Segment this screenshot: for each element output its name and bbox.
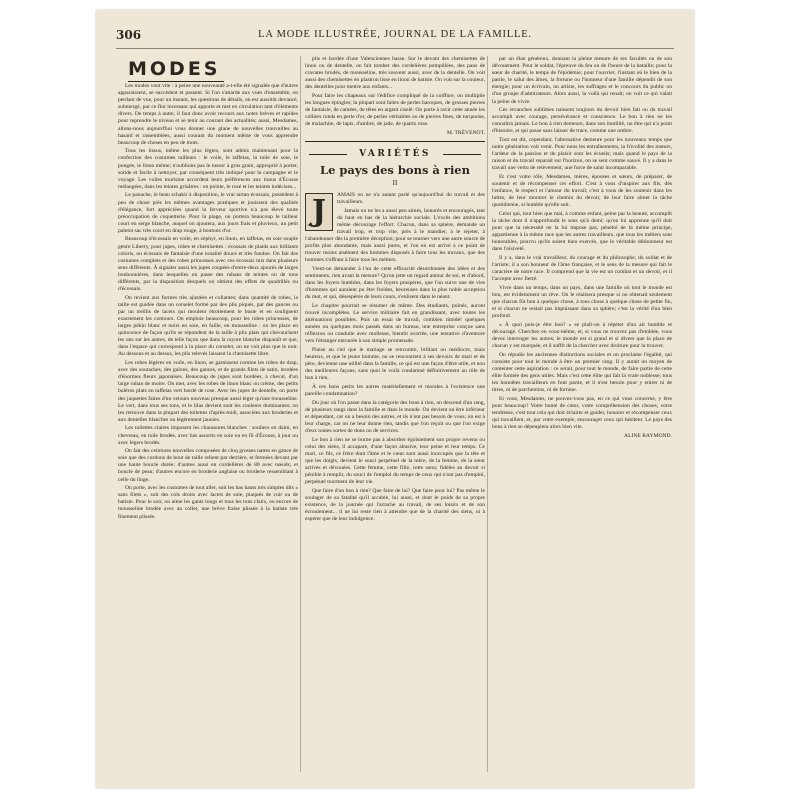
dropcap-illustration <box>305 193 333 231</box>
modes-paragraph: Les robes légères en voile, en linon, se garnissent comme les robes de drap, avec des soutaches, des galons, des gances, et de grands filets de satin, brodées d'énormes fleurs japonaises. Beaucoup de jupes sont bordées, à cheval, d'un large ruban de moire. On met, avec les robes de linon blanc ou crème, des petits boléros plats en taffetas vert bordé de rose. Avec les jupes de dentelle, on porte des jaquettes faites d'un velours nouveau presque aussi léger qu'une mousseline. Le vert, dans tous ses tons, et le lilas devient sont les couleurs dominantes; on les retrouve dans la plupart des toilettes d'après-midi, associées aux broderies et aux dentelles blanches ou légèrement jaunies. <box>118 360 298 423</box>
modes-paragraph: On porte, avec les costumes de tout aller, soit les bas hauts très simples dits « sans filets », soit des cols droits avec lacets de soie, plaqués de cuir ou de batiste. Pour le soir, on aime les gants longs et tous les tons clairs, ou encore de mousseline brodée avec au collet, une brève fraise plissée à la batiste très finement plissée. <box>118 485 298 520</box>
dropcap-letter: J <box>311 194 327 230</box>
story-paragraph: Et vous, Mesdames, ne pouvez-vous pas, en ce qui vous concerne, y être pour beaucoup? Votre bonté de cœur, votre compréhension des choses, votre tendresse, c'est tout cela qui doit éclairer et guider, honorer et récompenser ceux qui travaillent, et, par votre exemple, encourager ceux qui hésitent. Le pays des bons à rien se dépeuplera alors bien vite. <box>492 395 672 431</box>
column-modes <box>118 56 298 774</box>
leaf-ornament-icon: ❧ <box>307 223 313 230</box>
newspaper-page <box>96 10 694 788</box>
story-paragraph: Il y a, dans le vrai travailleur, du courage et du philosophe, du soldat et de l'artiste; il a son honneur de l'âme française, et le sens de la mesure qui fait le caractère de notre race. Il comprend que la vie est un combat et un devoir, et il l'accepte avec fierté. <box>492 255 672 283</box>
story-opening <box>305 192 485 264</box>
story-paragraph: Vient-on demander à l'un de cette efficacité désordonnée des idées et des sentiments, rien avant la mesure? Qu'on jette un regard autour de soi, et d'abord, dans les foyers humbles, dans les foyers prospères, que l'on suive une de vies d'hommes qui auraient pu être froides, heureuses dans la plus noble acception du mot, et qui, désespérés de leurs cours, s'enlisent dans le néant. <box>305 265 485 301</box>
modes-continued-paragraph: Pour faire les chapeaux sur l'édifice compliqué de la coiffure, on multiplie les longues épingles; la plupart sont faites de perles baroques, de grosses pierres de fantaisie, de camées, de têtes en argent ciselé. On porte à ravir cette année les colliers ronds en perle d'or, de perles véritables ou de pierres fines, de turquoise, de malachite, de lapis, d'ambre, de jade, de quartz rose. <box>305 92 485 128</box>
column-rule-left <box>300 56 301 772</box>
column-rule-right <box>487 56 488 772</box>
story-paragraph: « À quoi puis-je être bon? » se plaît-on à répéter d'un air humble et découragé. Cherchez en vous-même, et, si vous ne trouvez pas d'emblée, vous devez interroger les autres; le monde est si grand et si divers que la place de chacun y est marquée, et il suffit de la chercher avec droiture pour la trouver. <box>492 321 672 350</box>
chapter-number: II <box>392 179 398 188</box>
story-title: Le pays des bons à rien <box>319 163 470 178</box>
modes-paragraph: On revient aux formes très ajustées et collantes; dans quantité de robes, la taille est guidée dans un corselet formé par des plis piqués, par des gances ou par un treillis de lacets qui moulent étroitement le buste et en soulignent exactement les contours. On emploie beaucoup, pour les robes princesses, de larges pékin blanc et noirs en soie, en faille, en mousseline : on les place en quinconce de façon qu'ils se répondent de la taille à plis plats qui chevauchent les uns sur les autres, de telle façon que dans la rayure blanche disparaît et que, dans l'espace qui correspond à la place du corselet, on ne voit plus que le noir. Au dessous et au dessus, les plis relevés laissent la chemisette libre. <box>118 294 298 358</box>
page-number: 306 <box>116 28 142 42</box>
story-paragraph: par un élan généreux, donnant la pleine mesure de ses facultés ou de son dévouement. Pour le soldat, l'épreuve du feu ou de l'heure de la bataille; pour la sœur de charité, le temps de l'épidémie; pour l'ouvrier, l'instant où le bien de la patrie, le salut des âmes, la fortune ou l'honneur d'une famille dépendit de son énergie; pour un écrivain, un artiste, les suffrages et le concours du public ou d'un groupe d'admirateurs. Alors aussi, la voilà qui renaît; on voit ce qui valait la peine de vivre. <box>492 56 672 105</box>
modes-paragraph: Tous les tissus, même les plus légers, sont admis maintenant pour la confection des costumes tailleurs : le voile, le taffetas, la toile de soie, le pongée, le linon même; n'oublions pas le tussor à gros grain, approprié à porter, solide et facile à nettoyer, par conséquent très indiqué pour la campagne et le voyage. Les voiles tourisme accordent leurs préférences aux tissus d'Écosse mélangées, dans les teintes grisâtres : en pointe, le rosé et les teintes indécises... <box>118 148 298 190</box>
story-paragraph: Et c'est votre rôle, Mesdames, mères, épouses et sœurs, de préparer, de soutenir et de récompenser cet effort. C'est à vous d'inspirer aux fils, dès l'enfance, le respect et l'amour du travail; c'est à vous de les soutenir dans les luttes, de leur montrer le chemin du devoir, de leur faire aimer la tâche quotidienne, si humble qu'elle soit. <box>492 174 672 209</box>
story-paragraph: Le chapitre pourrait se résumer de même. Des étudiants, puînés, auront trouvé incomplètes. Le service militaire fait en grandissant, avec toutes les atténuations possibles. Puis un essai de travail, combien timide! quelques années ou quelques mois passés dans un bureau, une entreprise conçue sans réflexion ou conduite avec mollesse, bientôt avortée, une tentative d'aventure vers l'étranger entourée à son simple promenade. <box>305 302 485 345</box>
column-varietes <box>305 56 485 774</box>
story-paragraph: Tout est dit, cependant, l'alternative demeure pour les nouveaux temps que notre génération voit venir. Pour nous les entraînements, la frivolité des mœurs, l'ardeur de la passion et du plaisir sont les écueils; mais quand le pays de la raison et du travail reparaît sur l'horizon, on se sent comme sauvé. Il y a dans le travail une vertu de relèvement, une force de salut incomparable. <box>492 137 672 172</box>
story-signature: ALINE RAYMOND. <box>624 432 672 439</box>
section-divider <box>305 141 485 142</box>
modes-paragraph: On fait des ceintures nouvelles composées de cinq grosses nattes en gance de soie que des cordons de bout de taille relient par derrière, et fermées devant par une haute boucle dorée; d'autres aussi en cordelières de 80 avec nœuds; et boucle de peau; d'autres encore en broderie anglaise ou broderie ressemblant à celle du linge. <box>118 448 298 483</box>
story-paragraph: Celui qui, tout bien que mal, à comme enfant, peine par la beauté, accomplit la tâche dont il n'approfondit le sens qu'à demi; qu'on lui apprenne qu'il doit pour que la nécessité ne la lui impose pas, pénétré de la même principe, appartienne à la même race que les autres travailleurs, que tous les métiers sont honorables, pourvu qu'ils soient bien exercés, que le véritable déshonneur est dans l'oisiveté. <box>492 210 672 253</box>
story-paragraph: On répudie les anciennes distinctions sociales et on proclame l'égalité, qui consiste pour tout le monde à être un premier rang. Il y aurait un moyen de contenter cette aspiration : ce serait, pour tout le monde, de faire partie de cette élite formée des gens utiles. Mais c'est cette élite qui fait la vraie noblesse; tous les honnêtes travailleurs en font partie, et il n'est besoin pour y entrer ni de titres, ni de parchemins, ni de fortune. <box>492 351 672 394</box>
varietes-header <box>305 147 485 161</box>
column-continuation <box>492 56 672 774</box>
journal-title: LA MODE ILLUSTRÉE, JOURNAL DE LA FAMILLE. <box>258 29 532 40</box>
story-paragraph: Du jour où l'on passe dans la catégorie des bons à rien, on descend d'un rang, de plusieurs rangs dans la famille et dans le monde. On devient un être inférieur et dépendant, car on a besoin des autres, et ils n'ont pas besoin de vous; on est à leur charge, car on ne leur donne rien, tandis que l'on reçoit ou que l'on exige d'eux toutes sortes de dons ou de services. <box>305 399 485 435</box>
modes-paragraph: Les toilettes claires imposent les chaussures blanches : souliers en daim, en chevreau, en toile brodée, avec bas assortis en soie ou en fil d'Écosse, à jour ou avec légers brodés. <box>118 425 298 446</box>
story-paragraph: Plaise au ciel que le mariage se rencontre, brillant ou médiocre, mais heureux, et que le jeune homme, ou se rencontrent à ses devoirs de mari et de père, devienne une utilité dans la famille, ce qui est une façon d'être utile, et non des meilleures façons; sans quoi le voilà condamné définitivement au rôle de bon à rien. <box>305 347 485 382</box>
story-paragraph: À ces bons petits les autres matériellement et morales à l'existence une pareille condamnation? <box>305 383 485 398</box>
modes-paragraph: Le panache, le beau schakir à disposition, le vrai tartan écossais, possèdent à peu de chose près les mêmes avantages pratiques et jouissent des qualités d'élégance, fort appréciées quand la ferveur sportive n'a pas élevé toute préoccupation de coquetterie. Pour la plage, on portera beaucoup le tailleur court en serge blanche, auquel on ajoutera, aux jours frais et pluvieux, un petit paletot sac très court en drap rouge, à boutons d'or. <box>118 192 298 234</box>
modes-paragraph: Les modes vont vite : à peine une nouveauté a-t-elle été signalée que d'autres apparaissent, se succèdent et passent. Si l'on s'attarde aux vues d'ensemble, on perdant de vue, pour un instant, les questions de détails, on est aussitôt devancé, submergé, par ce flot incessant qui apporte et met en circulation tant d'éléments divers. De temps à autre, il faut donc avoir recours aux notes brèves et rapides pour reprendre le niveau et se tenir au courant des actualités; aussi, Mesdames, allons-nous aujourd'hui vous donner une glane de nouvelles trouvailles au hasard et rassemblées, aussi courant du moment même de vous apprendre beaucoup de choses en peu de mots. <box>118 83 298 146</box>
modes-paragraph: Beaucoup d'écossais en voile, en zéphyr, en linon, en taffetas, en soie souple genre Liberty, pour jupes, robes et chemisettes : écossais de plaids aux brillants coloris, ou écossais de fantaisie d'une tonalité douce et très fondue. On fait des costumes complets et des robes princesses avec ces écossais mis dans plusieurs sens différents. À signaler aussi les jupes coupées d'entre-deux ajourés de larges bonbonnières, dans lesquelles on passe des rubans de teintes ou de tons différents, par la disposition desquels on obtient des effets de quadrillés ou d'écossais. <box>118 236 298 293</box>
modes-continued-paragraph: plis et bordée d'une Valenciennes basse. Sur le devant des chemisettes de linon ou de dentelle, on fait tomber des cordelières pompillées, des pans de cravates brodés, de mousseline, très souvent aussi, avec de la dentelle. On voit aussi des chemisettes en plastron lisse en linon de batiste. On voit sur la couleur, des dentelles pour mettre aux enfants... <box>305 56 485 91</box>
story-paragraph: Ces revanches sublimes naissent toujours du devoir bien fait ou du travail accompli avec courage, persévérance et conscience. Le bon à rien ne les connaîtra jamais. Le bon à rien demeure, dans son inutilité, un être qui n'a point d'histoire, et qui passe sans laisser de trace, comme une ombre. <box>492 107 672 135</box>
varietes-label: VARIÉTÉS <box>359 149 431 160</box>
ornament-line-left <box>309 154 347 155</box>
story-paragraph: Jamais on ne les a aussi peu aimés, honorés et encouragés, tant du haut en bas de la hiérarchie sociale. L'excès des ambitions même décourage l'effort. Chacun, dans sa sphère, demande un travail trop, et trop vite, près à le mandier, à le rejeter, à l'abandonner dès la première déception; pour se tourner vers une autre source de profits plus abondante, mais aussi pures, et l'on en est arrivé à ce point de trouver moins aisément des hommes disposés à faire tous les travaux, que des hommes s'offrant à faire tous les métiers. <box>305 207 485 264</box>
story-paragraph: Que faire d'un bon à rien? Que faire de lui? Que faire pour lui? Pas même le soulager de sa fatalité qu'il accable, lui aussi, et dont le poids de sa propre existence, de la journée qui l'arrache au travail, de ses loisirs et de son écroulement... il ne lui reste rien à attendre que de la charité des siens, ni à espérer que de leur indulgence. <box>305 487 485 523</box>
running-header <box>116 28 674 49</box>
ornament-line-right <box>443 154 481 155</box>
modes-title: MODES <box>128 58 224 82</box>
story-paragraph: AMAIS on ne n'a autant parlé qu'aujourd'hui du travail et des travailleurs. <box>337 192 485 206</box>
modes-signature: M. TRÉVENOT. <box>446 129 485 136</box>
story-paragraph: Vivre dans un temps, dans un pays, dans une famille où tout le monde est bon, est évidemment un rêve. On le réalisera presque si on obtenait seulement que chacun fût bon à quelque chose, à tous chose à quelque chose de petite fin, et si chacun ne restait pas impuissant dans sa sphère; c'est la vérité d'un bien profond. <box>492 284 672 320</box>
story-paragraph: Le bon à rien ne se borne pas à absorber égoïstement son propre revenu ou celui des siens, il accapare, d'une façon abusive, leur peine et leur temps. Ce mari, ce fils, ce frère dont l'âme et le cœur sont aussi inoccupés que la tête et que les doigts, devient le souci perpétuel de la mère, de la femme, de la sœur actives et dévouées. Cette femme, cette fille, cette sœur, fidèles au devoir si pénible à remplir, du souci de l'emploi du temps de ceux qui n'ont pas d'emploi, perpétuel tourment de leur vie. <box>305 436 485 486</box>
